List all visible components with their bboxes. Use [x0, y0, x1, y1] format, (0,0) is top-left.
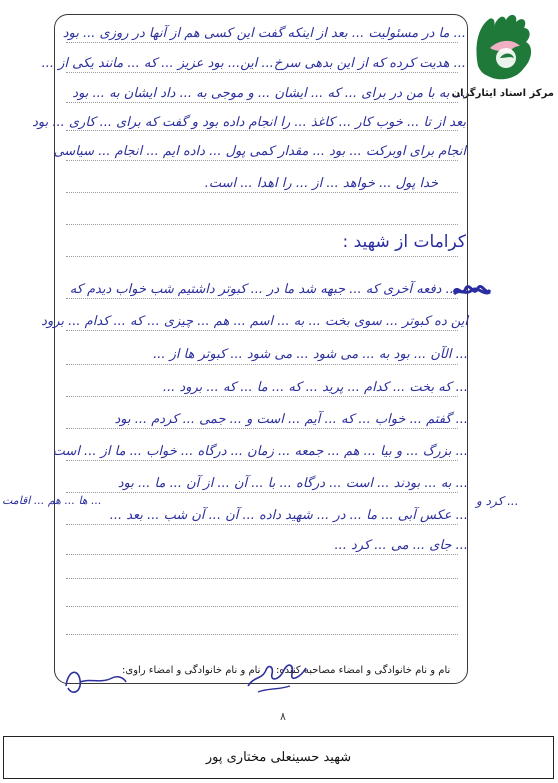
ruled-line — [66, 192, 458, 193]
caption-box — [3, 736, 554, 779]
margin-note-left: ... ها ... هم ... اقامت — [2, 494, 102, 507]
handwritten-line: این ده کبوتر ... سوی بخت ... به ... اسم ... هم ... چیزی ... که ... کدام ... برود — [41, 314, 468, 329]
ruled-line — [66, 330, 458, 331]
narrator-signature — [60, 660, 130, 700]
handwritten-line: انجام برای اوبرکت ... بود ... مقدار کمی پول ... داده ایم ... انجام ... سیاسی — [53, 144, 466, 159]
ruled-line — [66, 298, 458, 299]
ruled-line — [66, 42, 458, 43]
handwritten-line: ... ما در مسئولیت ... بعد از اینکه گفت این کسی هم از آنها در روزی ... بود — [62, 26, 466, 41]
interviewer-label: نام و نام خانوادگی و امضاء مصاحبه کننده: — [276, 665, 451, 676]
section-heading: کرامات از شهید : — [342, 232, 466, 252]
ruled-line — [66, 102, 458, 103]
handwritten-line: ... به با من در برای ... که ... ایشان ... و موجی به ... داد ایشان به ... بود — [72, 86, 466, 101]
scribble-mark — [452, 282, 492, 300]
handwritten-line: ... به ... بودند ... است ... درگاه ... با ... آن ... از آن ... ما ... بود — [117, 476, 468, 491]
handwritten-line: ... عکس آبی ... ما ... در ... شهید داده ... آن ... آن شب ... بعد ... — [109, 508, 468, 523]
handwritten-line: ... الآن ... بود به ... می شود ... می شود ... کبوتر ها از ... — [153, 347, 468, 362]
handwritten-line: بعد از تا ... خوب کار ... کاغذ ... را انجام داده بود و گفت که برای ... کاری ... بود — [32, 115, 466, 130]
ruled-line — [66, 578, 458, 579]
ruled-line — [66, 606, 458, 607]
logo-text: مرکز اسناد ایثارگران — [451, 88, 554, 99]
handwritten-line: ... دفعه آخری که ... جبهه شد ما در ... کبوتر داشتیم شب خواب دیدم که — [69, 282, 458, 297]
ruled-line — [66, 492, 458, 493]
handwritten-line: ... جای ... می ... کرد ... — [334, 538, 468, 553]
handwritten-line: ... گفتم ... خواب ... که ... آیم ... است و ... جمی ... کردم ... بود — [114, 412, 468, 427]
ruled-line — [66, 634, 458, 635]
handwritten-line: ... که بخت ... کدام ... پرید ... که ... ما ... که ... برود ... — [162, 380, 468, 395]
ruled-line — [66, 524, 458, 525]
ruled-line — [66, 460, 458, 461]
ruled-line — [66, 160, 458, 161]
ruled-line — [66, 224, 458, 225]
ruled-line — [66, 396, 458, 397]
handwritten-line: ... بزرگ ... و بیا ... هم ... جمعه ... زمان ... درگاه ... خواب ... ما از ... است — [52, 444, 468, 459]
ruled-line — [66, 428, 458, 429]
ruled-line — [66, 554, 458, 555]
page-number: ۸ — [280, 710, 286, 723]
ruled-line — [66, 256, 458, 257]
margin-note-right: ... کرد و — [476, 494, 519, 508]
narrator-label: نام و نام خانوادگی و امضاء راوی: — [122, 665, 261, 676]
interviewer-signature — [244, 656, 314, 696]
caption-text: شهید حسینعلی مختاری پور — [205, 750, 352, 765]
ruled-line — [66, 364, 458, 365]
ruled-line — [66, 130, 458, 131]
ruled-line — [66, 72, 458, 73]
handwritten-line: خدا پول ... خواهد ... از ... را اهدا ... است. — [204, 176, 438, 191]
handwritten-line: ... هدیت کرده که از این بدهی سرخ... این... بود عزیز ... که ... مانند یکی از ... — [41, 56, 466, 71]
